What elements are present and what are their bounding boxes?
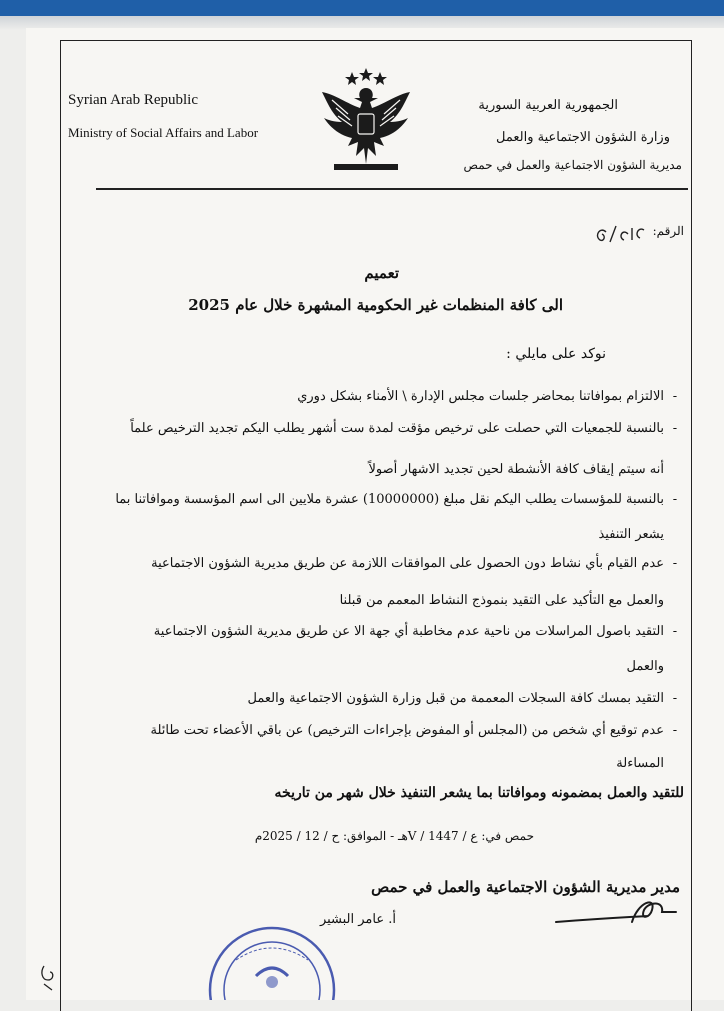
header-ministry-en: Ministry of Social Affairs and Labor xyxy=(68,125,259,140)
list-item xyxy=(130,414,686,484)
header-country-ar: الجمهورية العربية السورية xyxy=(478,98,618,113)
list-item xyxy=(248,684,686,713)
signatory-name: أ. عامر البشير xyxy=(319,912,396,927)
item-text: الالتزام بموافاتنا بمحاضر جلسات مجلس الإدارة \ الأمناء بشكل دوري xyxy=(297,389,664,404)
list-item xyxy=(297,382,686,411)
circular-recipients: الى كافة المنظمات غير الحكومية المشهرة خلال عام 2025 xyxy=(188,296,563,314)
item-text-continued: والعمل xyxy=(626,659,664,674)
list-item xyxy=(154,617,686,681)
circular-title: تعميم xyxy=(364,264,399,282)
signatory-title: مدير مديرية الشؤون الاجتماعية والعمل في حمص xyxy=(371,878,680,896)
bullet-dash: - xyxy=(672,421,678,436)
official-stamp-icon xyxy=(206,920,338,1000)
header-ministry-ar: وزارة الشؤون الاجتماعية والعمل xyxy=(496,130,670,145)
list-item xyxy=(150,716,686,778)
circular-intro: نوكد على مايلي : xyxy=(506,346,606,362)
bullet-dash: - xyxy=(672,723,678,738)
list-item xyxy=(151,549,686,615)
item-text-continued: يشعر التنفيذ xyxy=(598,527,664,542)
item-text: عدم القيام بأي نشاط دون الحصول على الموافقات اللازمة عن طريق مديرية الشؤون الاجتماعية xyxy=(151,556,664,571)
date-line: حمص في: ع / V / 1447هـ - الموافق: ح / 12 / 2025م xyxy=(254,829,534,843)
handwritten-signature xyxy=(552,892,682,932)
item-text-continued: المساءلة xyxy=(616,756,664,771)
browser-top-bar xyxy=(0,0,724,16)
eagle-emblem-icon xyxy=(318,64,414,176)
item-text: التقيد بمسك كافة السجلات المعممة من قبل وزارة الشؤون الاجتماعية والعمل xyxy=(247,691,664,706)
handwritten-corner-mark xyxy=(38,962,60,992)
handwritten-reference-number xyxy=(592,222,648,246)
item-text: عدم توقيع أي شخص من (المجلس أو المفوض بإجراءات الترخيص) عن باقي الأعضاء تحت طائلة xyxy=(150,723,664,738)
list-item xyxy=(115,485,686,549)
header-divider xyxy=(96,188,688,190)
bullet-dash: - xyxy=(672,556,678,571)
bullet-dash: - xyxy=(672,624,678,639)
header-directorate-ar: مديرية الشؤون الاجتماعية والعمل في حمص xyxy=(463,158,682,172)
item-text-continued: والعمل مع التأكيد على التقيد بنموذج النشاط المعمم من قبلنا xyxy=(339,593,664,608)
reference-label: الرقم: xyxy=(652,224,684,238)
bullet-dash: - xyxy=(672,492,678,507)
bullet-dash: - xyxy=(672,389,678,404)
bullet-dash: - xyxy=(672,691,678,706)
header-country-en: Syrian Arab Republic xyxy=(68,92,198,108)
item-text: بالنسبة للمؤسسات يطلب اليكم نقل مبلغ (10000000) عشرة ملايين الى اسم المؤسسة وموافاتنا بما xyxy=(115,492,664,507)
closing-instruction: للتقيد والعمل بمضمونه وموافاتنا بما يشعر التنفيذ خلال شهر من تاريخه xyxy=(274,785,684,801)
item-text: بالنسبة للجمعيات التي حصلت على ترخيص مؤقت لمدة ست أشهر يطلب اليكم تجديد الترخيص علماً xyxy=(130,421,664,436)
item-text: التقيد باصول المراسلات من ناحية عدم مخاطبة أي جهة الا عن طريق مديرية الشؤون الاجتماعية xyxy=(153,624,664,639)
item-text-continued: أنه سيتم إيقاف كافة الأنشطة لحين تجديد الاشهار أصولاً xyxy=(368,462,664,477)
